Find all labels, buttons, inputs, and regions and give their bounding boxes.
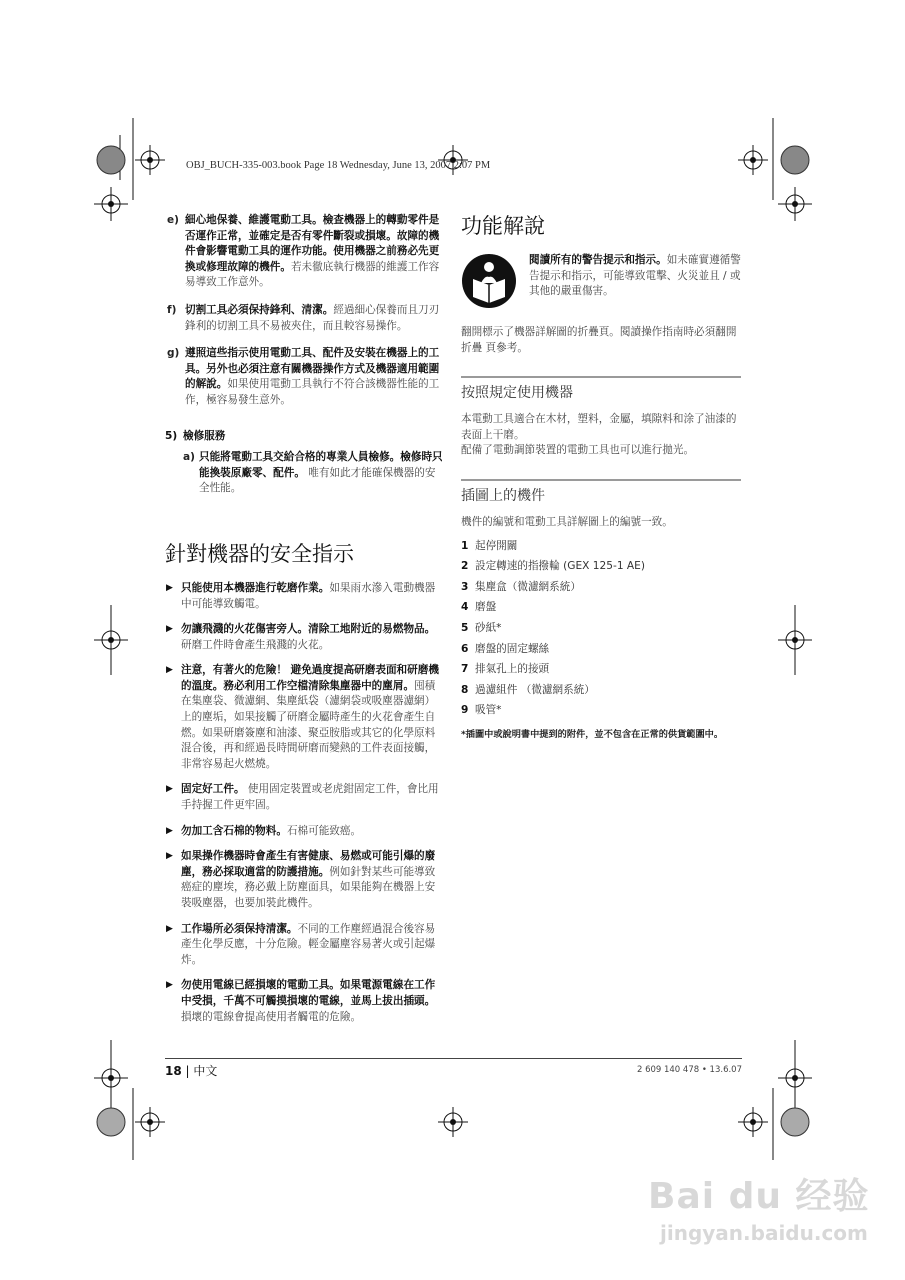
part-number: 1 [461, 539, 469, 552]
part-name: 起停開關 [475, 539, 518, 552]
safety-section-title: 針對機器的安全指示 [165, 541, 354, 566]
item-label: f) [167, 303, 177, 316]
watermark-url: jingyan.baidu.com [660, 1221, 868, 1245]
baidu-watermark: Bai du 经验 [648, 1176, 870, 1217]
bullet-bold-text: 注意，有著火的危險！ 避免過度提高研磨表面和研磨機的溫度。務必利用工作空檔清除集塵器中的塵屑。 [181, 664, 439, 692]
footer-language: 中文 [193, 1064, 218, 1078]
part-name: 排氣孔上的接頭 [475, 663, 550, 676]
bullet-item [165, 824, 445, 840]
bullet-bold-text: 只能使用本機器進行乾磨作業。 [181, 581, 330, 594]
parts-heading: 插圖上的機件 [461, 479, 741, 505]
service-item [165, 450, 445, 497]
list-item [165, 346, 445, 408]
accessory-footnote: *插圖中或說明書中提到的附件，並不包含在正常的供貨範圍中。 [461, 728, 724, 740]
bullet-text: 如果雨水滲入電動機器中可能導致觸電。 [181, 581, 436, 610]
warning-bold-text: 閱讀所有的警告提示和指示。 [529, 254, 667, 266]
list-item [461, 662, 741, 678]
bullet-item [165, 581, 445, 612]
part-name: 集塵盒（微濾網系統） [475, 580, 581, 593]
service-heading [165, 429, 445, 445]
part-number: 7 [461, 663, 469, 676]
item-bold-text: 只能將電動工具交給合格的專業人員檢修。檢修時只能換裝原廠零、配件。 [199, 451, 443, 479]
bullet-bold-text: 如果操作機器時會產生有害健康、易燃或可能引爆的廢塵，務必採取適當的防護措施。 [181, 850, 436, 878]
bullet-item [165, 782, 445, 813]
usage-text: 本電動工具適合在木材，塑料，金屬，填隙料和涂了油漆的表面上干磨。 配備了電動調節裝置的電動工具也可以進行拋光。 [461, 413, 737, 457]
triangle-bullet-icon: ▶ [166, 980, 173, 991]
list-item [461, 621, 741, 637]
bullet-text: 例如針對某些可能導致癌症的塵埃，務必戴上防塵面具，如果能夠在機器上安裝吸塵器，也要加裝此機件。 [181, 865, 436, 909]
list-item [165, 213, 445, 291]
bullet-item [165, 849, 445, 911]
item-bold-text: 細心地保養、維護電動工具。檢查機器上的轉動零件是否運作正常，並確定是否有零件斷裂或損壞。故障的機件會影響電動工具的運作功能。使用機器之前務必先更換或修理故障的機件。 [185, 214, 440, 273]
part-name: 設定轉速的指撥輪 (GEX 125-1 AE) [475, 560, 646, 573]
bullet-text: 囤積在集塵袋、微濾網、集塵紙袋（濾網袋或吸塵器濾網）上的塵垢，如果接觸了研磨金屬時產生的火花會產生自燃。如果研磨簽塵和油漆、聚亞胺脂或其它的化學原料混合後，再和經過長時間研磨而變熱的工件表面接觸，非常容易起火燃燒。 [181, 679, 436, 770]
list-item [461, 642, 741, 658]
item-text: 經過細心保養而且刀刃鋒利的切割工具不易被夾住，而且較容易操作。 [185, 303, 440, 332]
bullet-item [165, 663, 445, 772]
footer-divider [165, 1058, 742, 1059]
bullet-bold-text: 勿讓飛濺的火花傷害旁人。清除工地附近的易燃物品。 [181, 623, 436, 636]
bullet-text: 研磨工件時會產生飛濺的火花。 [181, 638, 330, 651]
bullet-text: 使用固定裝置或老虎鉗固定工件，會比用手持握工件更牢固。 [181, 783, 439, 812]
list-item [461, 539, 741, 555]
list-item [461, 683, 741, 699]
bullet-bold-text: 固定好工件。 [181, 783, 245, 796]
part-name: 磨盤 [475, 601, 497, 614]
item-label: g) [167, 347, 180, 360]
item-bold-text: 切割工具必須保持鋒利、清潔。 [185, 303, 334, 316]
item-label: e) [167, 214, 179, 226]
page-footer: 18 | 中文 [165, 1064, 218, 1078]
book-header-line: OBJ_BUCH-335-003.book Page 18 Wednesday, June 13, 2007 2:07 PM [186, 160, 491, 171]
service-label: 5) [165, 429, 178, 442]
list-item [461, 600, 741, 616]
usage-heading: 按照規定使用機器 [461, 376, 741, 402]
parts-list [461, 539, 741, 719]
part-number: 3 [461, 580, 469, 593]
part-number: 8 [461, 683, 469, 696]
bullet-item [165, 922, 445, 969]
part-number: 4 [461, 601, 469, 614]
bullet-text: 不同的工作塵經過混合後容易產生化學反應，十分危險。輕金屬塵容易著火或引起爆炸。 [181, 922, 436, 966]
part-name: 吸管* [475, 704, 502, 717]
fold-note: 翻開標示了機器詳解圖的折疊頁。閱讀操作指南時必須翻開折疊 頁參考。 [461, 326, 737, 354]
warning-box [461, 253, 741, 313]
item-label: a) [183, 451, 195, 464]
document-code: 2 609 140 478 • 13.6.07 [636, 1065, 742, 1075]
parts-intro: 機件的編號和電動工具詳解圖上的編號一致。 [461, 515, 673, 528]
triangle-bullet-icon: ▶ [166, 582, 173, 593]
part-number: 6 [461, 642, 469, 655]
bullet-bold-text: 勿使用電線已經損壞的電動工具。如果電源電線在工作中受損，千萬不可觸摸損壞的電線，並馬上拔出插頭。 [181, 979, 436, 1007]
list-item [461, 559, 741, 575]
part-number: 9 [461, 704, 469, 717]
triangle-bullet-icon: ▶ [166, 665, 173, 676]
part-name: 磨盤的固定螺絲 [475, 642, 550, 655]
list-item [461, 580, 741, 596]
bullet-bold-text: 工作場所必須保持清潔。 [181, 922, 298, 935]
triangle-bullet-icon: ▶ [166, 624, 173, 635]
item-text: 如果使用電動工具執行不符合該機器性能的工作，極容易發生意外。 [185, 378, 440, 406]
service-title: 檢修服務 [183, 429, 226, 442]
triangle-bullet-icon: ▶ [166, 784, 173, 795]
item-text: 唯有如此才能確保機器的安全性能。 [199, 466, 436, 495]
part-name: 砂紙* [475, 621, 502, 634]
triangle-bullet-icon: ▶ [166, 851, 173, 862]
part-number: 5 [461, 621, 469, 634]
warning-text [529, 253, 741, 300]
item-text: 若未徹底執行機器的維護工作容易導致工作意外。 [185, 260, 440, 289]
bullet-text: 損壞的電線會提高使用者觸電的危險。 [181, 1010, 362, 1023]
part-number: 2 [461, 560, 469, 573]
list-item [461, 703, 741, 719]
triangle-bullet-icon: ▶ [166, 923, 173, 934]
warning-normal-text: 如未確實遵循警告提示和指示，可能導致電擊、火災並且 / 或其他的嚴重傷害。 [529, 254, 741, 298]
page-number: 18 [165, 1064, 182, 1078]
item-bold-text: 遵照這些指示使用電動工具、配件及安裝在機器上的工具。另外也必須注意有關機器操作方式及機器適用範圍的解說。 [185, 347, 440, 391]
triangle-bullet-icon: ▶ [166, 825, 173, 836]
right-column [461, 213, 741, 743]
bullet-text: 石棉可能致癌。 [286, 824, 362, 837]
list-item [165, 303, 445, 334]
left-column [165, 213, 445, 1035]
function-section-title: 功能解說 [461, 214, 545, 238]
bullet-item [165, 978, 445, 1025]
bullet-item [165, 622, 445, 653]
bullet-bold-text: 勿加工含石棉的物料。 [181, 824, 287, 837]
part-name: 過濾組件 （微濾網系統） [475, 683, 595, 696]
read-manual-icon [461, 253, 517, 309]
